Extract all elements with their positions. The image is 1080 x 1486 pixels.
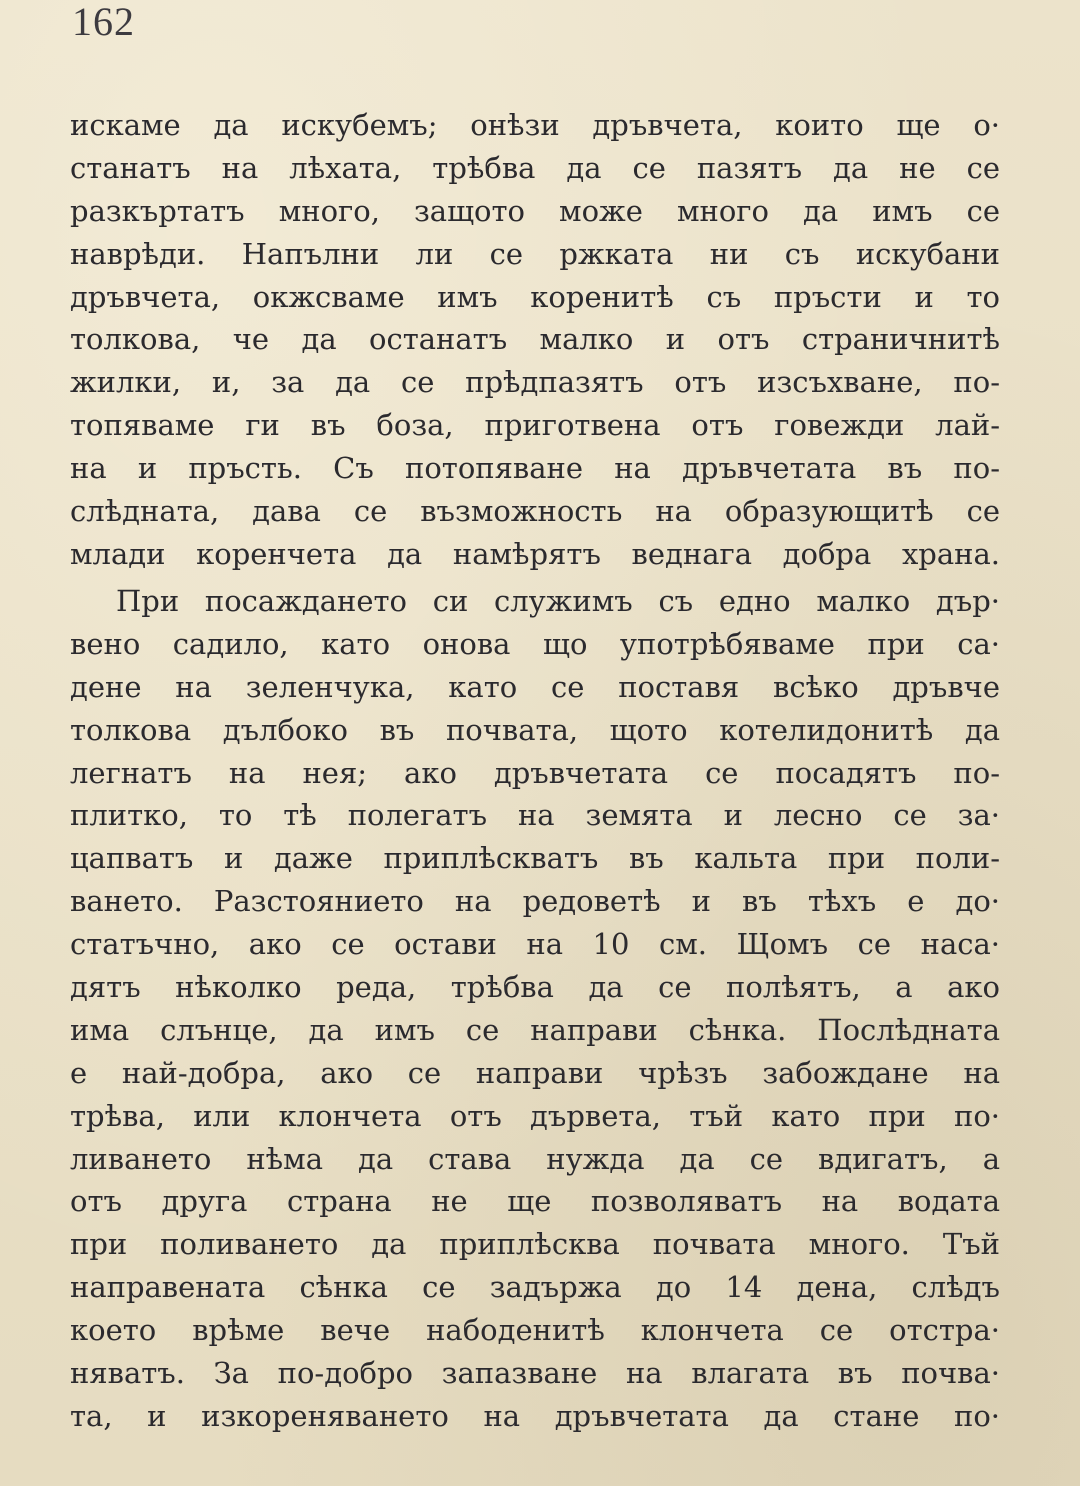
text-line: има слънце, да имъ се направи сѣнка. Послѣдната: [70, 1012, 1000, 1047]
text-line: разкъртатъ много, защото може много да имъ се: [70, 193, 1000, 228]
text-line: което врѣме вече набоденитѣ клончета се отстра·: [70, 1313, 1000, 1348]
text-line: толкова дълбоко въ почвата, щото котелидонитѣ да: [70, 712, 1000, 747]
text-line: слѣдната, дава се възможность на образующитѣ се: [70, 494, 1000, 529]
text-line: жилки, и, за да се прѣдпазятъ отъ изсъхване, по-: [70, 365, 1000, 400]
text-line: цапватъ и даже приплѣскватъ въ кальта при поли-: [70, 841, 1000, 876]
text-line: трѣва, или клончета отъ дървета, тъй като при по·: [70, 1098, 1000, 1133]
text-line: направената сѣнка се задържа до 14 дена, слѣдъ: [70, 1270, 1000, 1305]
text-line: няватъ. За по-добро запазване на влагата въ почва·: [70, 1356, 1000, 1391]
text-line: статъчно, ако се остави на 10 см. Щомъ се наса·: [70, 927, 1000, 962]
text-line: топяваме ги въ боза, приготвена отъ говежди лай-: [70, 408, 1000, 443]
text-line: млади коренчета да намѣрятъ веднага добра храна.: [70, 536, 1000, 571]
text-line: дръвчета, окжсваме имъ коренитѣ съ пръсти и то: [70, 279, 1000, 314]
text-line: ването. Разстоянието на редоветѣ и въ тѣхъ е до·: [70, 884, 1000, 919]
text-line: искаме да искубемъ; онѣзи дръвчета, които ще о·: [70, 108, 1000, 142]
page-number: 162: [72, 0, 135, 44]
text-line: ливането нѣма да става нужда да се вдигатъ, а: [70, 1141, 1000, 1176]
text-line: толкова, че да останатъ малко и отъ страничнитѣ: [70, 322, 1000, 357]
text-line: на и пръсть. Съ потопяване на дръвчетата въ по-: [70, 451, 1000, 486]
text-line: та, и изкореняването на дръвчетата да стане по·: [70, 1398, 1000, 1433]
text-line: вено садило, като онова що употрѣбяваме при са·: [70, 626, 1000, 661]
text-line: дятъ нѣколко реда, трѣбва да се полѣятъ, а ако: [70, 970, 1000, 1005]
text-line: станатъ на лѣхата, трѣбва да се пазятъ да не се: [70, 150, 1000, 185]
text-line: при поливането да приплѣсква почвата много. Тъй: [70, 1227, 1000, 1262]
text-line: е най-добра, ако се направи чрѣзъ забождане на: [70, 1055, 1000, 1090]
text-line: отъ друга страна не ще позволяватъ на водата: [70, 1184, 1000, 1219]
text-line: плитко, то тѣ полегатъ на земята и лесно се за·: [70, 798, 1000, 833]
text-line: дене на зеленчука, като се поставя всѣко дръвче: [70, 669, 1000, 704]
paragraph-2: [70, 580, 1000, 1438]
text-line: При посаждането си служимъ съ едно малко дър·: [116, 584, 1000, 618]
text-line: легнатъ на нея; ако дръвчетата се посадятъ по-: [70, 755, 1000, 790]
paragraph-1: [70, 104, 1000, 576]
text-line: наврѣди. Напълни ли се ржката ни съ искубани: [70, 236, 1000, 271]
